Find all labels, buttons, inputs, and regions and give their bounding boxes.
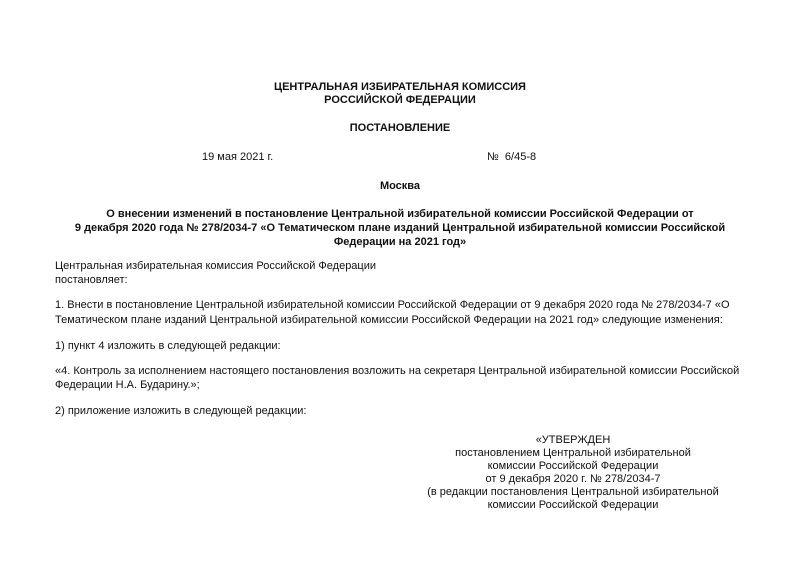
approval-line-6: комиссии Российской Федерации <box>487 499 659 511</box>
quote-4-line-1: «4. Контроль за исполнением настоящего постановления возложить на секретаря Центральной избирательной комиссии Российской <box>55 365 740 377</box>
item-1-line-2: Тематическом плане изданий Центральной избирательной комиссии Российской Федерации на 2021 год» следующие изменения: <box>55 314 723 326</box>
decree-title-line-3: Федерации на 2021 год» <box>333 236 467 248</box>
approval-stamp-block <box>393 434 753 512</box>
decree-number: № 6/45-8 <box>487 151 537 163</box>
decree-title-line-1: О внесении изменений в постановление Центральной избирательной комиссии Российской Федерации от <box>106 208 694 220</box>
approval-line-4: от 9 декабря 2020 г. № 278/2034-7 <box>485 473 661 485</box>
quote-4-line-2: Федерации Н.А. Бударину.»; <box>55 379 200 391</box>
approval-line-2: постановлением Центральной избирательной <box>455 447 691 459</box>
subitem-1: 1) пункт 4 изложить в следующей редакции: <box>55 340 281 352</box>
item-1-line-1: 1. Внести в постановление Центральной избирательной комиссии Российской Федерации от 9 декабря 2020 года № 278/2034-7 «О <box>55 299 730 311</box>
decree-date: 19 мая 2021 г. <box>202 151 274 163</box>
approval-line-1: «УТВЕРЖДЕН <box>535 434 611 446</box>
approval-line-5: (в редакции постановления Центральной избирательной <box>427 486 719 498</box>
decree-title-line-2: 9 декабря 2020 года № 278/2034-7 «О Тематическом плане изданий Центральной избирательной комиссии Российской <box>74 222 726 234</box>
org-name-line-2: РОССИЙСКОЙ ФЕДЕРАЦИИ <box>324 94 476 106</box>
org-name-line-1: ЦЕНТРАЛЬНАЯ ИЗБИРАТЕЛЬНАЯ КОМИССИЯ <box>274 81 526 93</box>
preamble-line-1: Центральная избирательная комиссия Российской Федерации <box>55 260 377 272</box>
preamble-line-2: постановляет: <box>55 274 128 286</box>
approval-line-3: комиссии Российской Федерации <box>487 460 659 472</box>
decree-city: Москва <box>379 180 421 192</box>
subitem-2: 2) приложение изложить в следующей редакции: <box>55 405 307 417</box>
doc-type-heading: ПОСТАНОВЛЕНИЕ <box>349 122 451 134</box>
